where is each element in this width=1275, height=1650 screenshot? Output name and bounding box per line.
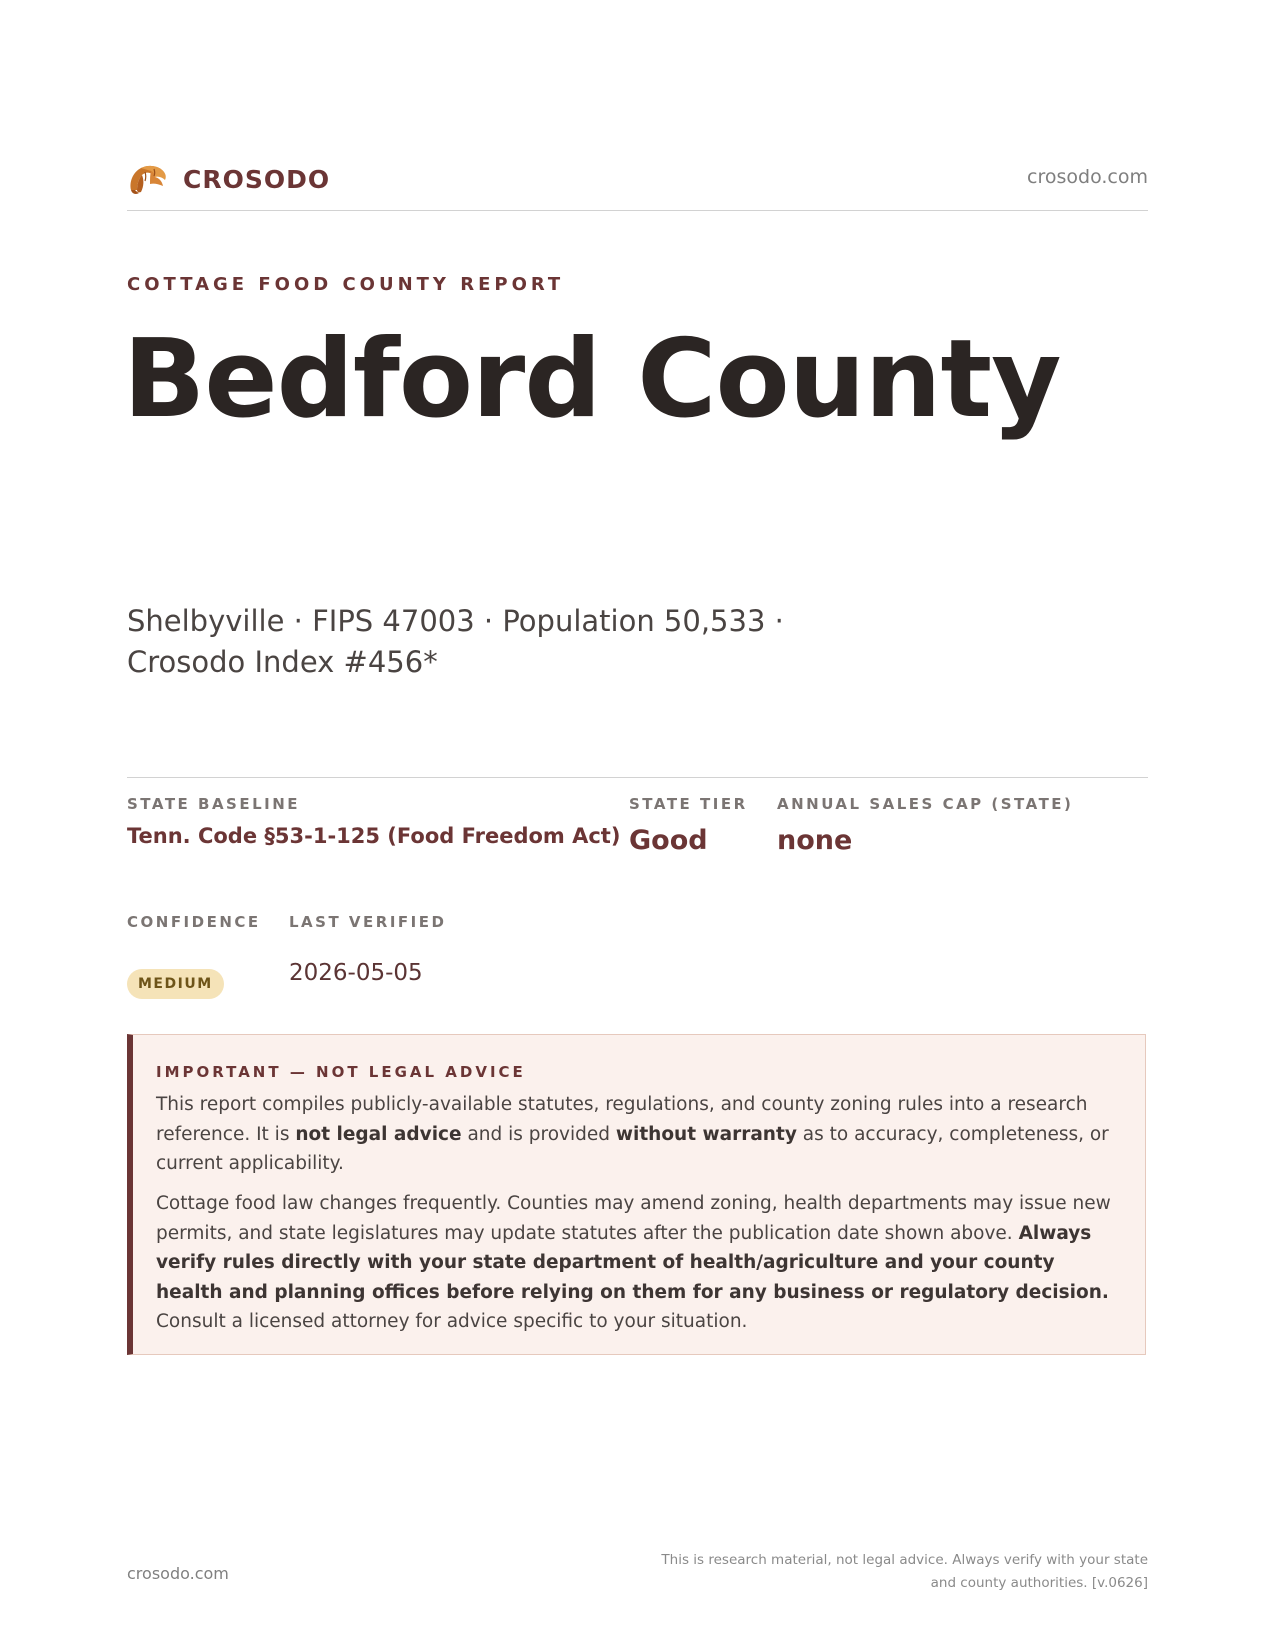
legal-notice bbox=[127, 1034, 1146, 1355]
notice-text: as to accuracy, completeness, or current applicability. bbox=[156, 1123, 1109, 1174]
state-tier-value: Good bbox=[629, 825, 708, 856]
report-subtitle: Shelbyville · FIPS 47003 · Population 50,533 · Crosodo Index #456* bbox=[127, 604, 784, 679]
notice-text: Cottage food law changes frequently. Counties may amend zoning, health departments may issue new permits, and state legislatures may update statutes after the publication date shown above. bbox=[156, 1193, 1111, 1244]
last-verified-value: 2026-05-05 bbox=[289, 960, 423, 986]
notice-paragraph-1 bbox=[156, 1090, 1126, 1179]
brand-logo[interactable] bbox=[127, 160, 330, 198]
footer-disclaimer-line-2: and county authorities. [v.0626] bbox=[930, 1575, 1148, 1591]
confidence-label: CONFIDENCE bbox=[127, 913, 261, 931]
footer-disclaimer-line-1: This is research material, not legal advice. Always verify with your state bbox=[661, 1552, 1148, 1568]
notice-emphasis: Always verify rules directly with your state department of health/agriculture and your county health and planning offices before relying on them for any business or regulatory decision. bbox=[156, 1222, 1109, 1303]
brand-name: CROSODO bbox=[183, 164, 331, 194]
footer-disclaimer bbox=[588, 1549, 1148, 1595]
section-divider bbox=[127, 777, 1148, 778]
notice-text: and is provided bbox=[461, 1123, 616, 1145]
state-baseline-label: STATE BASELINE bbox=[127, 795, 301, 813]
notice-emphasis: without warranty bbox=[615, 1123, 797, 1145]
page-title: Bedford County bbox=[123, 317, 1061, 442]
notice-title: IMPORTANT — NOT LEGAL ADVICE bbox=[156, 1063, 526, 1081]
page-header bbox=[127, 158, 1148, 211]
notice-paragraph-2 bbox=[156, 1189, 1126, 1337]
last-verified-label: LAST VERIFIED bbox=[289, 913, 447, 931]
report-page bbox=[123, 0, 1148, 1650]
sales-cap-label: ANNUAL SALES CAP (STATE) bbox=[777, 795, 1074, 813]
notice-text: This report compiles publicly-available statutes, regulations, and county zoning rules into a research reference. It is bbox=[156, 1094, 1088, 1145]
notice-emphasis: not legal advice bbox=[295, 1123, 462, 1145]
croissant-icon bbox=[127, 160, 169, 198]
footer-site-link[interactable]: crosodo.com bbox=[127, 1564, 229, 1583]
notice-text: Consult a licensed attorney for advice specific to your situation. bbox=[156, 1311, 748, 1332]
state-baseline-value: Tenn. Code §53-1-125 (Food Freedom Act) bbox=[127, 824, 621, 848]
sales-cap-value: none bbox=[777, 825, 853, 856]
report-eyebrow: COTTAGE FOOD COUNTY REPORT bbox=[127, 274, 565, 295]
state-tier-label: STATE TIER bbox=[629, 795, 748, 813]
confidence-badge: MEDIUM bbox=[127, 969, 224, 999]
header-site-link[interactable]: crosodo.com bbox=[1027, 166, 1148, 188]
